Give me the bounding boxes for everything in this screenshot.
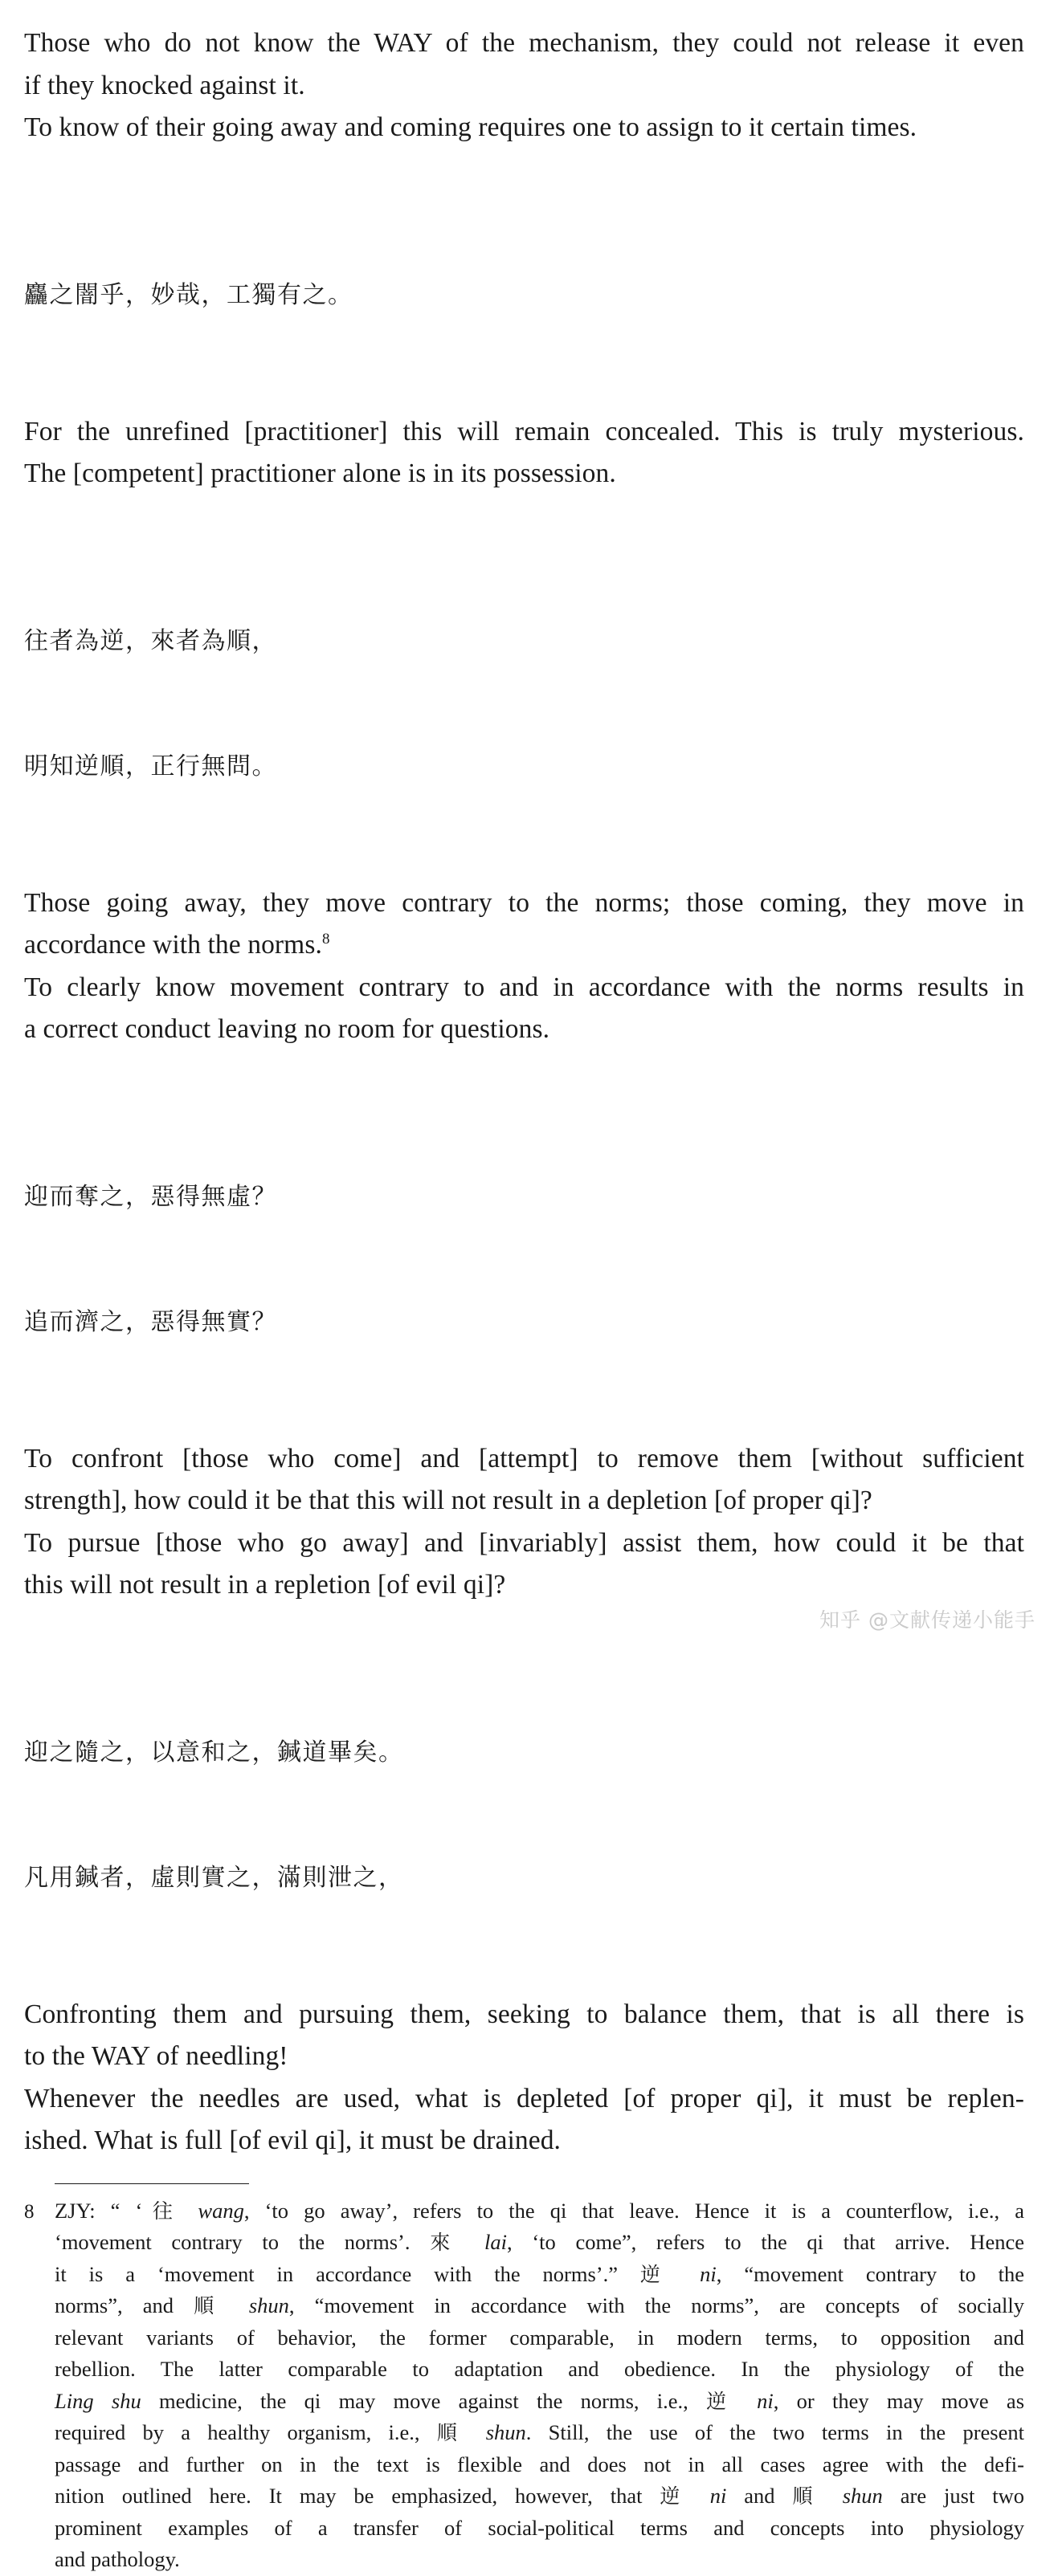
footnote-line	[55, 2290, 1024, 2322]
text-line-chinese: 迎而奪之，惡得無虛？	[24, 1182, 277, 1211]
text-fragment: accordance with the norms.	[24, 930, 322, 960]
chinese-term: 順	[194, 2294, 229, 2317]
footnote-line	[55, 2480, 1024, 2513]
footnote-number: 8	[24, 2200, 35, 2223]
text-line-chinese: 凡用鍼者，虛則實之，滿則泄之，	[24, 1863, 404, 1892]
footnote-line	[55, 2386, 1024, 2418]
text-column	[24, 22, 1024, 2576]
romanization: shun	[248, 2293, 289, 2317]
paragraph-chinese-1	[24, 191, 1024, 400]
chinese-term: 逆	[706, 2389, 739, 2413]
text-fragment: required by a healthy organism, i.e.,	[55, 2420, 437, 2444]
text-line: to the WAY of needling!	[24, 2041, 288, 2071]
paragraph-english-1	[24, 22, 1024, 149]
paragraph-chinese-2	[24, 537, 1024, 871]
paragraph-chinese-4	[24, 1649, 1024, 1983]
romanization: ni	[700, 2261, 717, 2286]
spacer	[24, 495, 1024, 537]
work-title: Ling shu	[55, 2388, 141, 2413]
text-fragment: , “movement contrary to the	[716, 2261, 1025, 2286]
paragraph-english-3	[24, 882, 1024, 1051]
text-line: strength], how could it be that this will not result in a depletion [of proper qi]?	[24, 1486, 872, 1515]
text-line-chinese: 明知逆順，正行無問。	[24, 752, 277, 781]
text-fragment: and	[726, 2484, 793, 2508]
spacer	[24, 1427, 1024, 1438]
text-line: Those going away, they move contrary to the norms; those coming, they move in	[24, 887, 1024, 918]
text-fragment: , ‘to come”, refers to the qi that arrive. Hence	[507, 2230, 1024, 2254]
footnote-8	[24, 2195, 1024, 2576]
paragraph-english-2	[24, 411, 1024, 495]
text-line: To know of their going away and coming requires one to assign to it certain times.	[24, 112, 917, 142]
paragraph-english-4	[24, 1438, 1024, 1607]
text-line: Those who do not know the WAY of the mechanism, they could not release it even	[24, 28, 1024, 58]
text-fragment	[182, 2199, 198, 2223]
text-line: Confronting them and pursuing them, seeking to balance them, that is all there is	[24, 1999, 1024, 2029]
text-line-chinese: 麤之闇乎，妙哉，工獨有之。	[24, 280, 353, 309]
text-fragment: , “movement in accordance with the norms”, are concepts of socially	[288, 2293, 1024, 2317]
footnote-line	[55, 2195, 1024, 2228]
text-line: ished. What is full [of evil qi], it must be drained.	[24, 2126, 562, 2155]
text-line: this will not result in a repletion [of evil qi]?	[24, 1570, 506, 1600]
text-line: if they knocked against it.	[24, 70, 305, 100]
footnote-line: relevant variants of behavior, the former comparable, in modern terms, to opposition and	[55, 2325, 1024, 2350]
text-fragment: are just two	[882, 2484, 1024, 2508]
footnote-line: passage and further on in the text is flexible and does not in all cases agree with the defi-	[55, 2452, 1024, 2476]
footnote-line	[55, 2417, 1024, 2449]
text-line: For the unrefined [practitioner] this will remain concealed. This is truly mysterious.	[24, 416, 1024, 446]
text-line	[24, 924, 1024, 967]
romanization: lai	[484, 2230, 508, 2254]
text-line: Whenever the needles are used, what is depleted [of proper qi], it must be replen-	[24, 2083, 1024, 2113]
footnote-line	[55, 2227, 1024, 2259]
spacer	[24, 400, 1024, 411]
text-fragment: , or they may move as	[773, 2388, 1025, 2413]
paragraph-chinese-3	[24, 1093, 1024, 1427]
spacer	[24, 1051, 1024, 1093]
spacer	[24, 149, 1024, 191]
text-fragment: ‘movement contrary to the norms’.	[55, 2230, 431, 2254]
text-fragment: nition outlined here. It may be emphasized, however, that	[55, 2484, 660, 2508]
text-fragment: it is a ‘movement in accordance with the norms’.”	[55, 2261, 640, 2286]
footnote-text	[55, 2195, 1024, 2576]
romanization: ni	[757, 2388, 774, 2413]
text-line: a correct conduct leaving no room for questions.	[24, 1014, 550, 1044]
text-fragment: medicine, the qi may move against the norms, i.e.,	[141, 2388, 707, 2413]
romanization: ni	[709, 2484, 727, 2508]
romanization: shun	[485, 2420, 526, 2444]
chinese-term: 順	[792, 2484, 825, 2508]
chinese-term: 順	[436, 2421, 469, 2444]
footnote-line	[55, 2259, 1024, 2291]
text-line-chinese: 往者為逆，來者為順，	[24, 626, 277, 655]
paragraph-english-5	[24, 1994, 1024, 2162]
footnote-marker[interactable]: 8	[321, 930, 330, 948]
text-fragment: , ‘to go away’, refers to the qi that leave. Hence it is a counterflow, i.e., a	[243, 2198, 1025, 2223]
watermark: 知乎 @文献传递小能手	[819, 1608, 1036, 1632]
text-line: To clearly know movement contrary to and in accordance with the norms results in	[24, 972, 1024, 1002]
text-fragment: ZJY: “ ‘	[55, 2198, 143, 2223]
footnote-line: and pathology.	[55, 2547, 180, 2571]
text-fragment: . Still, the use of the two terms in the present	[525, 2420, 1024, 2444]
text-fragment: norms”, and	[55, 2293, 194, 2317]
text-line: The [competent] practitioner alone is in its possession.	[24, 459, 616, 488]
romanization: wang	[198, 2198, 244, 2223]
chinese-term: 逆	[639, 2262, 678, 2286]
text-line-chinese: 追而濟之，惡得無實？	[24, 1307, 277, 1336]
footnote-separator-rule	[55, 2183, 249, 2184]
chinese-term: 往	[142, 2199, 183, 2223]
text-line: To confront [those who come] and [attempt] to remove them [without sufficient	[24, 1443, 1024, 1473]
romanization: shun	[842, 2484, 883, 2508]
text-line-chinese: 迎之隨之，以意和之，鍼道畢矣。	[24, 1738, 404, 1767]
chinese-term: 逆	[660, 2484, 692, 2508]
footnote-line: rebellion. The latter comparable to adaptation and obedience. In the physiology of the	[55, 2357, 1024, 2381]
spacer	[24, 871, 1024, 882]
chinese-term: 來	[430, 2231, 465, 2254]
footnote-line: prominent examples of a transfer of social-political terms and concepts into physiology	[55, 2515, 1024, 2540]
spacer	[24, 1983, 1024, 1994]
text-line: To pursue [those who go away] and [invariably] assist them, how could it be that	[24, 1527, 1024, 1558]
